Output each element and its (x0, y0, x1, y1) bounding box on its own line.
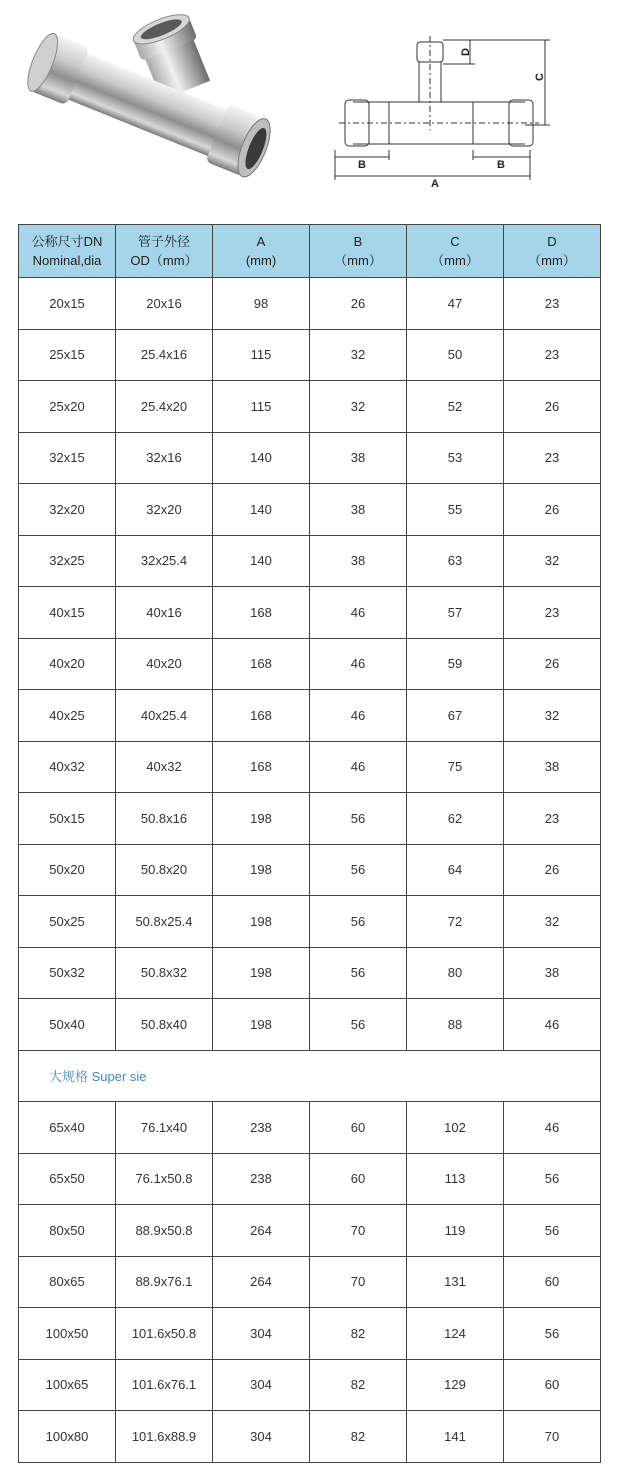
table-cell: 32 (504, 690, 601, 742)
table-cell: 23 (504, 278, 601, 330)
table-cell: 198 (213, 793, 310, 845)
table-cell: 67 (407, 690, 504, 742)
table-cell: 82 (310, 1308, 407, 1360)
table-cell: 124 (407, 1308, 504, 1360)
table-cell: 101.6x50.8 (116, 1308, 213, 1360)
table-cell: 23 (504, 587, 601, 639)
table-cell: 72 (407, 896, 504, 948)
table-cell: 98 (213, 278, 310, 330)
table-cell: 140 (213, 535, 310, 587)
dim-label-c: C (534, 73, 546, 81)
section-label: 大规格 Super sie (19, 1050, 601, 1102)
table-row (19, 1308, 601, 1360)
table-cell: 129 (407, 1359, 504, 1411)
table-cell: 102 (407, 1102, 504, 1154)
table-row (19, 1411, 601, 1463)
table-cell: 82 (310, 1359, 407, 1411)
table-cell: 50x25 (19, 896, 116, 948)
table-cell: 56 (504, 1308, 601, 1360)
table-cell: 75 (407, 741, 504, 793)
table-cell: 88 (407, 999, 504, 1051)
table-cell: 238 (213, 1153, 310, 1205)
table-cell: 50.8x20 (116, 844, 213, 896)
table-cell: 100x80 (19, 1411, 116, 1463)
table-cell: 38 (310, 484, 407, 536)
section-row (19, 1050, 601, 1102)
table-cell: 46 (504, 1102, 601, 1154)
table-cell: 264 (213, 1256, 310, 1308)
table-cell: 32x25.4 (116, 535, 213, 587)
table-row (19, 484, 601, 536)
table-cell: 38 (504, 947, 601, 999)
table-row (19, 690, 601, 742)
column-header-label: 公称尺寸DN (31, 234, 103, 249)
table-cell: 119 (407, 1205, 504, 1257)
column-header-unit: （mm） (528, 253, 576, 268)
column-header-label: A (256, 234, 266, 249)
table-cell: 32x15 (19, 432, 116, 484)
table-cell: 56 (504, 1205, 601, 1257)
dim-label-d: D (460, 48, 472, 56)
table-cell: 26 (504, 844, 601, 896)
column-header (116, 225, 213, 278)
table-row (19, 1359, 601, 1411)
table-cell: 80 (407, 947, 504, 999)
table-cell: 80x50 (19, 1205, 116, 1257)
table-cell: 52 (407, 381, 504, 433)
table-cell: 198 (213, 947, 310, 999)
table-cell: 60 (310, 1102, 407, 1154)
table-cell: 47 (407, 278, 504, 330)
column-header (407, 225, 504, 278)
table-cell: 140 (213, 484, 310, 536)
table-row (19, 1256, 601, 1308)
table-cell: 264 (213, 1205, 310, 1257)
table-cell: 40x20 (19, 638, 116, 690)
table-cell: 62 (407, 793, 504, 845)
column-header-unit: Nominal,dia (32, 253, 102, 268)
table-cell: 25.4x16 (116, 329, 213, 381)
table-cell: 60 (504, 1359, 601, 1411)
table-cell: 32 (310, 381, 407, 433)
table-cell: 65x50 (19, 1153, 116, 1205)
table-cell: 50.8x16 (116, 793, 213, 845)
table-cell: 26 (504, 638, 601, 690)
table-cell: 70 (310, 1256, 407, 1308)
table-cell: 88.9x50.8 (116, 1205, 213, 1257)
table-cell: 25x20 (19, 381, 116, 433)
table-cell: 40x16 (116, 587, 213, 639)
table-cell: 76.1x50.8 (116, 1153, 213, 1205)
table-cell: 20x15 (19, 278, 116, 330)
table-cell: 115 (213, 381, 310, 433)
table-cell: 115 (213, 329, 310, 381)
table-cell: 82 (310, 1411, 407, 1463)
column-header (504, 225, 601, 278)
table-cell: 26 (504, 484, 601, 536)
table-cell: 101.6x88.9 (116, 1411, 213, 1463)
table-row (19, 278, 601, 330)
table-cell: 46 (310, 587, 407, 639)
table-row (19, 329, 601, 381)
table-cell: 23 (504, 329, 601, 381)
table-row (19, 844, 601, 896)
table-cell: 38 (310, 535, 407, 587)
table-cell: 46 (310, 690, 407, 742)
table-cell: 38 (310, 432, 407, 484)
table-cell: 32 (504, 896, 601, 948)
column-header-label: D (547, 234, 557, 249)
column-header-unit: (mm) (245, 253, 277, 268)
table-cell: 25.4x20 (116, 381, 213, 433)
table-cell: 40x25 (19, 690, 116, 742)
table-cell: 20x16 (116, 278, 213, 330)
table-cell: 46 (310, 638, 407, 690)
spec-table (18, 224, 601, 1463)
table-cell: 55 (407, 484, 504, 536)
table-cell: 32x16 (116, 432, 213, 484)
column-header (310, 225, 407, 278)
table-row (19, 1153, 601, 1205)
table-cell: 100x50 (19, 1308, 116, 1360)
table-cell: 56 (310, 896, 407, 948)
table-cell: 40x15 (19, 587, 116, 639)
table-cell: 56 (310, 999, 407, 1051)
dim-label-b-left: B (358, 159, 366, 171)
dim-label-a: A (431, 178, 439, 190)
table-cell: 59 (407, 638, 504, 690)
table-row (19, 381, 601, 433)
column-header-unit: （mm） (431, 253, 479, 268)
column-header-label: B (353, 234, 363, 249)
table-row (19, 999, 601, 1051)
table-cell: 32 (504, 535, 601, 587)
table-cell: 304 (213, 1359, 310, 1411)
table-row (19, 535, 601, 587)
table-cell: 50x32 (19, 947, 116, 999)
table-row (19, 793, 601, 845)
column-header-label: C (450, 234, 460, 249)
table-cell: 26 (504, 381, 601, 433)
table-row (19, 432, 601, 484)
table-cell: 56 (310, 947, 407, 999)
table-cell: 70 (310, 1205, 407, 1257)
table-row (19, 638, 601, 690)
table-cell: 60 (504, 1256, 601, 1308)
table-cell: 56 (504, 1153, 601, 1205)
column-header (19, 225, 116, 278)
table-cell: 32x25 (19, 535, 116, 587)
table-header-row (19, 225, 601, 278)
table-cell: 141 (407, 1411, 504, 1463)
table-cell: 40x25.4 (116, 690, 213, 742)
table-cell: 32x20 (19, 484, 116, 536)
product-photo (18, 6, 288, 192)
table-cell: 46 (504, 999, 601, 1051)
table-cell: 140 (213, 432, 310, 484)
table-row (19, 896, 601, 948)
table-cell: 32 (310, 329, 407, 381)
table-cell: 26 (310, 278, 407, 330)
column-header-unit: （mm） (334, 253, 382, 268)
table-cell: 50.8x32 (116, 947, 213, 999)
table-cell: 32x20 (116, 484, 213, 536)
table-cell: 50x15 (19, 793, 116, 845)
table-cell: 38 (504, 741, 601, 793)
table-cell: 57 (407, 587, 504, 639)
table-cell: 50 (407, 329, 504, 381)
table-cell: 80x65 (19, 1256, 116, 1308)
table-cell: 63 (407, 535, 504, 587)
table-cell: 70 (504, 1411, 601, 1463)
table-cell: 64 (407, 844, 504, 896)
table-cell: 100x65 (19, 1359, 116, 1411)
table-cell: 50.8x25.4 (116, 896, 213, 948)
table-cell: 168 (213, 587, 310, 639)
table-row (19, 1205, 601, 1257)
table-cell: 40x32 (19, 741, 116, 793)
table-cell: 238 (213, 1102, 310, 1154)
table-cell: 198 (213, 844, 310, 896)
table-cell: 168 (213, 638, 310, 690)
table-cell: 23 (504, 432, 601, 484)
table-cell: 101.6x76.1 (116, 1359, 213, 1411)
table-cell: 40x32 (116, 741, 213, 793)
table-cell: 113 (407, 1153, 504, 1205)
table-cell: 25x15 (19, 329, 116, 381)
table-cell: 56 (310, 844, 407, 896)
table-cell: 50.8x40 (116, 999, 213, 1051)
table-cell: 60 (310, 1153, 407, 1205)
table-cell: 131 (407, 1256, 504, 1308)
table-cell: 53 (407, 432, 504, 484)
table-cell: 50x40 (19, 999, 116, 1051)
table-row (19, 1102, 601, 1154)
table-cell: 50x20 (19, 844, 116, 896)
table-cell: 198 (213, 999, 310, 1051)
column-header-unit: OD（mm） (130, 253, 198, 268)
table-cell: 168 (213, 690, 310, 742)
dim-label-b-right: B (497, 159, 505, 171)
table-row (19, 741, 601, 793)
table-cell: 168 (213, 741, 310, 793)
column-header-label: 管子外径 (137, 234, 190, 249)
table-row (19, 947, 601, 999)
table-cell: 304 (213, 1308, 310, 1360)
table-cell: 198 (213, 896, 310, 948)
table-cell: 56 (310, 793, 407, 845)
table-cell: 40x20 (116, 638, 213, 690)
dimension-drawing (325, 30, 555, 190)
table-cell: 23 (504, 793, 601, 845)
table-row (19, 587, 601, 639)
table-cell: 46 (310, 741, 407, 793)
table-cell: 88.9x76.1 (116, 1256, 213, 1308)
table-cell: 65x40 (19, 1102, 116, 1154)
table-cell: 304 (213, 1411, 310, 1463)
column-header (213, 225, 310, 278)
table-cell: 76.1x40 (116, 1102, 213, 1154)
